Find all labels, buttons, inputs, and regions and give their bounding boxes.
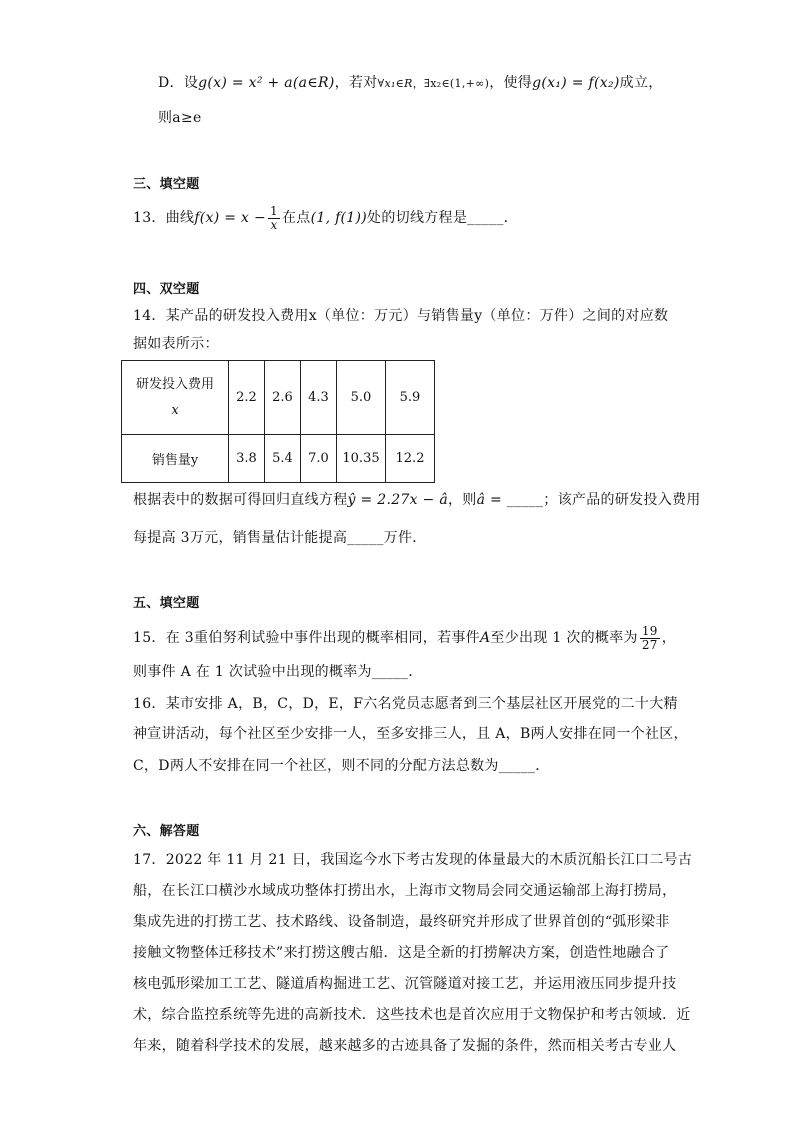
table-cell: 5.4: [265, 435, 301, 483]
section-heading-6: 六、解答题: [133, 824, 200, 839]
section-heading-3: 三、填空题: [133, 177, 200, 192]
table-cell: 10.35: [337, 435, 386, 483]
table-cell: 2.2: [229, 361, 265, 435]
row-header-investment: [122, 361, 229, 435]
option-d-line2: 则a≥e: [158, 110, 202, 126]
q13-point: (1, f(1)): [310, 210, 368, 226]
option-d-line1: [158, 73, 663, 94]
option-d-tail: 成立，: [619, 75, 663, 91]
q13-fraction: [268, 205, 280, 232]
q15-fraction: [640, 625, 660, 652]
q16-line1: 16．某市安排 A，B，C，D，E，F六名党员志愿者到三个基层社区开展党的二十大精: [133, 696, 678, 712]
option-d-equation: g(x₁) = f(x₂): [532, 75, 620, 91]
table-row: [122, 361, 435, 435]
q14-after-text-a: 根据表中的数据可得回归直线方程: [133, 492, 348, 508]
section-heading-5: 五、填空题: [133, 596, 200, 611]
q15-fraction-numerator: 19: [641, 623, 658, 638]
q14-after-text-d: ；该产品的研发投入费用: [543, 492, 701, 508]
q16-line3: C，D两人不安排在同一个社区，则不同的分配方法总数为_____．: [133, 758, 550, 774]
regression-equation: ŷ = 2.27x − â: [347, 492, 448, 508]
q14-after-text-b: ，则: [448, 492, 477, 508]
table-cell: 7.0: [301, 435, 337, 483]
q14-line1: 14．某产品的研发投入费用x（单位：万元）与销售量y（单位：万件）之间的对应数: [133, 308, 669, 324]
q17-line: 集成先进的打捞工艺、技术路线、设备制造，最终研究并形成了世界首创的“弧形梁非: [133, 914, 670, 930]
q14-after-line1: [133, 490, 701, 510]
q17-line: 年来，随着科学技术的发展，越来越多的古迹具备了发掘的条件，然而相关考古专业人: [133, 1038, 677, 1054]
q17-line: 接触文物整体迁移技术”来打捞这艘古船．这是全新的打捞解决方案，创造性地融合了: [133, 945, 670, 961]
table-row: [122, 435, 435, 483]
q17-line: 术，综合监控系统等先进的高新技术．这些技术也是首次应用于文物保护和考古领域．近: [133, 1007, 691, 1023]
question-13: [133, 203, 518, 233]
q17-line: 核电弧形梁加工工艺、隧道盾构掘进工艺、沉管隧道对接工艺，并运用液压同步提升技: [133, 976, 677, 992]
q15-text-c: 至少出现 1 次的概率为: [490, 630, 638, 646]
option-d-label: D．设: [158, 75, 199, 91]
row-header-sales: 销售量y: [122, 435, 229, 483]
table-cell: 2.6: [265, 361, 301, 435]
q13-prefix: 13．曲线: [133, 210, 195, 226]
q13-fraction-numerator: 1: [270, 203, 278, 218]
table-cell: 4.3: [301, 361, 337, 435]
option-d-text-1: ，若对: [334, 75, 378, 91]
table-cell: 5.0: [337, 361, 386, 435]
data-table: [121, 360, 435, 483]
q17-line: 17．2022 年 11 月 21 日，我国迄今水下考古发现的体量最大的木质沉船长江口二号古: [133, 852, 693, 868]
quantifier-forall: ∀x₁∈R: [377, 77, 413, 90]
q15-fraction-denominator: 27: [641, 637, 658, 652]
q15-event-a: A: [479, 630, 491, 646]
option-d-text-2: ，使得: [489, 75, 533, 91]
g-definition: g(x) = x² + a(a∈R): [198, 75, 335, 91]
q15-text-a: 15．在 3重伯努利试验中事件出现的概率相同，若事件: [133, 630, 480, 646]
a-hat-blank: â = _____: [476, 492, 544, 508]
q14-line2: 据如表所示：: [133, 336, 219, 352]
q13-fraction-denominator: x: [270, 217, 278, 232]
section-heading-4: 四、双空题: [133, 282, 200, 297]
q15-line1: [133, 622, 676, 654]
table-cell: 3.8: [229, 435, 265, 483]
q17-line: 船，在长江口横沙水域成功整体打捞出水，上海市文物局会同交通运输部上海打捞局，: [133, 883, 677, 899]
row-header-investment-label: 研发投入费用: [135, 376, 214, 392]
q15-line2: 则事件 A 在 1 次试验中出现的概率为_____．: [133, 664, 423, 680]
q13-function: f(x) = x −: [194, 210, 267, 226]
q13-tail: 处的切线方程是_____．: [367, 210, 518, 226]
q15-text-d: ，: [661, 630, 677, 646]
table-cell: 12.2: [386, 435, 435, 483]
row-header-investment-var: x: [171, 402, 179, 418]
q16-line2: 神宣讲活动，每个社区至少安排一人，至多安排三人，且 A，B两人安排在同一个社区，: [133, 726, 688, 742]
q13-mid: 在点: [281, 210, 311, 226]
quantifier-exists: ，∃x₂∈(1,+∞): [412, 77, 490, 90]
table-cell: 5.9: [386, 361, 435, 435]
q14-after-line2: 每提高 3万元，销售量估计能提高_____万件．: [133, 530, 427, 546]
